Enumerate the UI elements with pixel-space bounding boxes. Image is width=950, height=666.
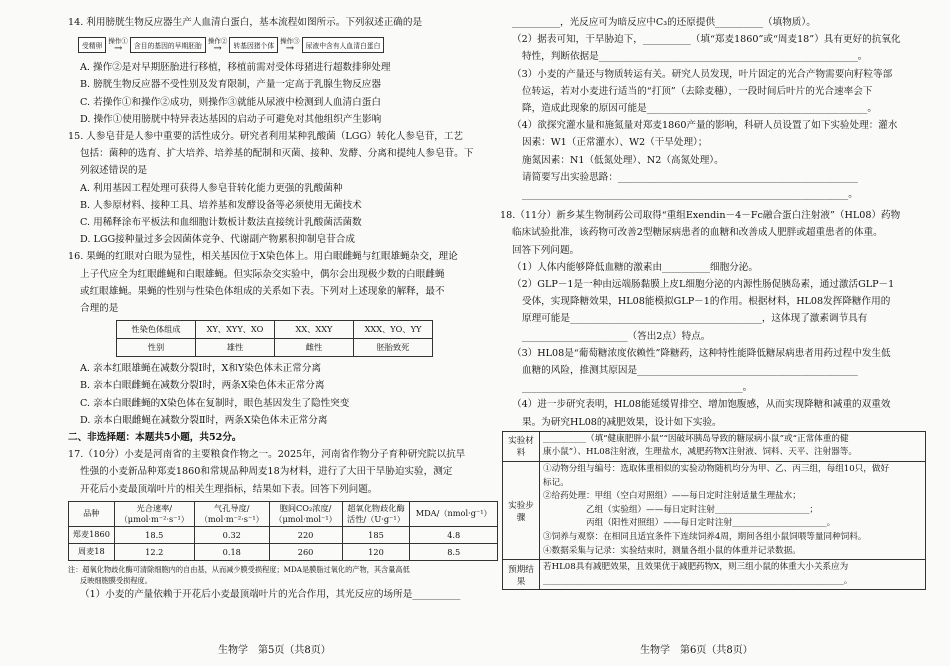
q15-option-d: D. LGG接种量过多会因菌体竞争、代谢副产物累积抑制皂苷合成 (80, 234, 355, 246)
q15-stem-line: 15. 人参皂苷是人参中重要的活性成分。研究者利用某种乳酸菌（LGG）转化人参皂苷，工艺 (68, 131, 463, 143)
q17-table-note: 反映细胞膜受损程度。 (80, 575, 152, 585)
table-header: 预期结果 (503, 560, 540, 590)
q16-stem-line: 或红眼雄蝇。果蝇的性别与性染色体组成的关系如下表。下列对上述现象的解释，最不 (80, 285, 445, 297)
q18-sub2: 原理可能是________________________________________，这体现了激素调节具有 (522, 313, 868, 325)
q18-stem-line: 回答下列问题。 (512, 244, 580, 256)
table-cell: 性染色体组成 (117, 321, 196, 339)
table-cell: 8.5 (410, 543, 498, 560)
q14-option-b: B. 膀胱生物反应器不受性别及发育限制，产量一定高于乳腺生物反应器 (80, 79, 381, 91)
flow-box-3: 转基因猪个体 (229, 37, 278, 53)
q16-option-d: D. 亲本白眼雌蝇在减数分裂Ⅱ时，两条X染色体未正常分离 (80, 414, 328, 426)
q16-stem-line: 合理的是 (80, 303, 119, 315)
q16-stem-line: 上子代应全为红眼雌蝇和白眼雄蝇。但实际杂交实验中，偶尔会出现极少数的白眼雌蝇 (80, 268, 445, 280)
table-cell: XX、XXY (275, 321, 354, 339)
q17-sub3: 位转运，若对小麦进行适当的“打顶”（去除麦穗），一段时间后叶片的光合速率会下 (522, 85, 873, 97)
table-header: 实验步骤 (503, 462, 540, 560)
table-cell: 郑麦1860 (69, 526, 115, 543)
page-footer-left: 生物学 第5页（共8页） (218, 645, 331, 656)
material-cell: __________（填“健康肥胖小鼠”“因破坏胰岛导致的糖尿病小鼠”或“正常体重的健 康小鼠”）、HL08注射液，生理盐水，减肥药物X注射液、饲料、天平、注射器等。 (540, 431, 926, 461)
q17-sub4: （4）欲探究灌水量和施氮量对郑麦1860产量的影响，科研人员设置了如下实验处理：灌水 (512, 120, 898, 132)
table-header: 气孔导度/ （mol·m⁻²·s⁻¹） (194, 501, 269, 526)
table-cell: 雌性 (275, 339, 354, 357)
table-row (69, 543, 498, 560)
q17-sub4: 请简要写出实验思路：__________________________________________________ (522, 171, 858, 183)
table-cell: 4.8 (410, 526, 498, 543)
q15-stem-line: 列叙述错误的是 (80, 165, 148, 177)
table-cell: 周麦18 (69, 543, 115, 560)
flow-arrow-2: 操作② → (207, 37, 228, 55)
q18-sub4: 果。为研究HL08的减肥效果，设计如下实验。 (522, 416, 722, 428)
table-header-row (69, 501, 498, 526)
table-cell: 0.32 (194, 526, 269, 543)
q18-experiment-table (502, 431, 926, 591)
page-footer-right: 生物学 第6页（共8页） (640, 645, 753, 656)
flow-arrow-1: 操作① → (108, 37, 128, 55)
q18-sub3: ______________________________________________。 (522, 382, 753, 394)
page-6-column (500, 14, 930, 590)
table-header: MDA/（nmol·g⁻¹） (410, 501, 498, 526)
flow-arrow-3: 操作③ → (280, 37, 300, 55)
table-header: 品种 (69, 501, 115, 526)
table-row (503, 431, 926, 461)
table-header: 光合速率/ （μmol·m⁻²·s⁻¹） (114, 501, 194, 526)
table-header: 超氧化物歧化酶 活性/（U·g⁻¹） (342, 501, 410, 526)
table-row (117, 321, 433, 339)
q16-option-b: B. 亲本白眼雌蝇在减数分裂Ⅰ时，两条X染色体未正常分离 (80, 380, 325, 392)
table-header: 实验材料 (503, 431, 540, 461)
table-row (69, 526, 498, 543)
table-row (503, 560, 926, 590)
q14-stem: 14. 利用膀胱生物反应器生产人血清白蛋白，基本流程如图所示。下列叙述正确的是 (68, 17, 423, 28)
table-cell: 胚胎致死 (354, 339, 433, 357)
q17-sub2: （2）据表可知，干旱胁迫下，__________（填“郑麦1860”或“周麦18”）具有更好的抗氧化 (512, 34, 901, 46)
q17-table-note: 注：超氧化物歧化酶可清除细胞内的自由基，从而减少膜受损程度；MDA是膜脂过氧化的产物，其含量高低 (68, 564, 410, 574)
section-title: 二、非选择题：本题共5小题，共52分。 (68, 432, 242, 444)
q17-sub4: 因素：W1（正常灌水）、W2（干旱处理）； (522, 137, 708, 149)
q15-stem-line: 包括：菌种的选育、扩大培养、培养基的配制和灭菌、接种、发酵、分离和提纯人参皂苷。下 (80, 148, 474, 160)
result-cell: 若HL08具有减肥效果，且效果优于减肥药物X，则三组小鼠的体重大小关系应为 ______________________________________________________________________。 (540, 560, 926, 590)
table-cell: 120 (342, 543, 410, 560)
table-cell: 260 (269, 543, 342, 560)
q17-stem-line: 17.（10分）小麦是河南省的主要粮食作物之一。2025年，河南省作物分子育种研究院以抗旱 (68, 449, 466, 461)
q16-stem-line: 16. 果蝇的红眼对白眼为显性，相关基因位于X染色体上。用白眼雌蝇与红眼雄蝇杂交，理论 (68, 251, 458, 263)
q18-sub1: （1）人体内能够降低血糖的激素由__________细胞分泌。 (512, 261, 758, 273)
table-cell: 185 (342, 526, 410, 543)
table-cell: 12.2 (114, 543, 194, 560)
q17-sub4: ____________________________________________________________________。 (522, 189, 858, 201)
table-header: 胞间CO₂浓度/ （μmol·mol⁻¹） (269, 501, 342, 526)
q18-sub2: ______________________（答出2点）特点。 (522, 330, 711, 342)
q17-sub1: （1）小麦的产量依赖于开花后小麦最顶端叶片的光合作用，其光反应的场所是__________ (80, 588, 461, 600)
q14-option-a: A. 操作②是对早期胚胎进行移植，移植前需对受体母猪进行超数排卵处理 (80, 62, 391, 74)
q18-sub2: （2）GLP－1是一种由远端肠黏膜上皮L细胞分泌的内源性肠促胰岛素，通过激活GLP－1 (512, 279, 895, 291)
q17-sub2: 特性，判断依据是______________________________________________________。 (522, 51, 868, 63)
table-cell: 雄性 (196, 339, 275, 357)
flow-box-1: 受精卵 (78, 37, 106, 53)
q14-flow-diagram (78, 33, 498, 57)
q17-sub4: 施氮因素：N1（低氮处理）、N2（高氮处理）。 (522, 154, 724, 166)
q14-option-c: C. 若操作①和操作②成功，则操作③就能从尿液中检测到人血清白蛋白 (80, 96, 381, 108)
q17-stem-line: 开花后小麦最顶端叶片的相关生理指标，结果如下表。回答下列问题。 (80, 483, 378, 495)
table-cell: XY、XYY、XO (196, 321, 275, 339)
table-cell: 220 (269, 526, 342, 543)
table-cell: 18.5 (114, 526, 194, 543)
q14-option-d: D. 操作①使用膀胱中特异表达基因的启动子可避免对其他组织产生影响 (80, 113, 382, 125)
q18-sub4: （4）进一步研究表明，HL08能延缓胃排空、增加饱腹感，从而实现降糖和减重的双重效 (512, 399, 891, 411)
q16-option-c: C. 亲本白眼雌蝇的X染色体在复制时，眼色基因发生了隐性突变 (80, 397, 350, 409)
q18-stem-line: 临床试验批准，该药物可改善2型糖尿病患者的血糖和改善成人肥胖或超重患者的体重。 (512, 227, 883, 239)
q16-option-a: A. 亲本红眼雄蝇在减数分裂Ⅰ时，X和Y染色体未正常分离 (80, 363, 322, 375)
steps-cell: ①动物分组与编号：选取体重相似的实验动物随机均分为甲、乙、丙三组，每组10只，做好 标记。 ②给药处理：甲组（空白对照组）——每日定时注射适量生理盐水； 乙组（实验组）——每日定时注射______________________； 丙组（阳性对照组）——每日定时注射______________________。 ③饲养与观察：在相同且适宜条件下连续饲养4周，期间各组小鼠饲喂等量同种饲料。 ④数据采集与记录：实验结束时，测量各组小鼠的体重并记录数据。 (540, 462, 926, 560)
q15-option-a: A. 利用基因工程处理可获得人参皂苷转化能力更强的乳酸菌种 (80, 182, 343, 194)
q15-option-b: B. 人参原材料、接种工具、培养基和发酵设备等必须使用无菌技术 (80, 199, 362, 211)
q15-option-c: C. 用稀释涂布平板法和血细胞计数板计数法直接统计乳酸菌活菌数 (80, 217, 362, 229)
q18-sub2: 受体，实现降糖效果，HL08能模拟GLP－1的作用。根据材料，HL08发挥降糖作用的 (522, 296, 891, 308)
table-cell: XXX、YO、YY (354, 321, 433, 339)
q17-sub3: 降，造成此现象的原因可能是______________________________________________。 (522, 103, 877, 115)
q16-table (116, 320, 433, 357)
q18-sub3: （3）HL08是“葡萄糖浓度依赖性”降糖药，这种特性能降低糖尿病患者用药过程中发生低 (512, 347, 891, 359)
flow-box-2: 含目的基因的早期胚胎 (130, 37, 206, 53)
q17-stem-line: 性强的小麦新品种郑麦1860和常规品种周麦18为材料，进行了大田干旱胁迫实验，测定 (80, 466, 453, 478)
table-cell: 性别 (117, 339, 196, 357)
page-5-column (68, 14, 498, 603)
q17-table (68, 501, 498, 561)
q18-sub3: 血糖的风险，推测其原因是______________________________________________ (522, 365, 858, 377)
flow-box-4: 尿液中含有人血清白蛋白 (302, 37, 385, 53)
q17-sub3: （3）小麦的产量还与物质转运有关。研究人员发现，叶片固定的光合产物需要向籽粒等部 (512, 68, 893, 80)
q17-continued: __________，光反应可为暗反应中C₃的还原提供__________（填物质）。 (512, 17, 816, 28)
table-row (117, 339, 433, 357)
table-row (503, 462, 926, 560)
q18-stem-line: 18.（11分）新乡某生物制药公司取得“重组Exendin－4－Fc融合蛋白注射液”（HL08）药物 (500, 210, 901, 222)
table-cell: 0.18 (194, 543, 269, 560)
